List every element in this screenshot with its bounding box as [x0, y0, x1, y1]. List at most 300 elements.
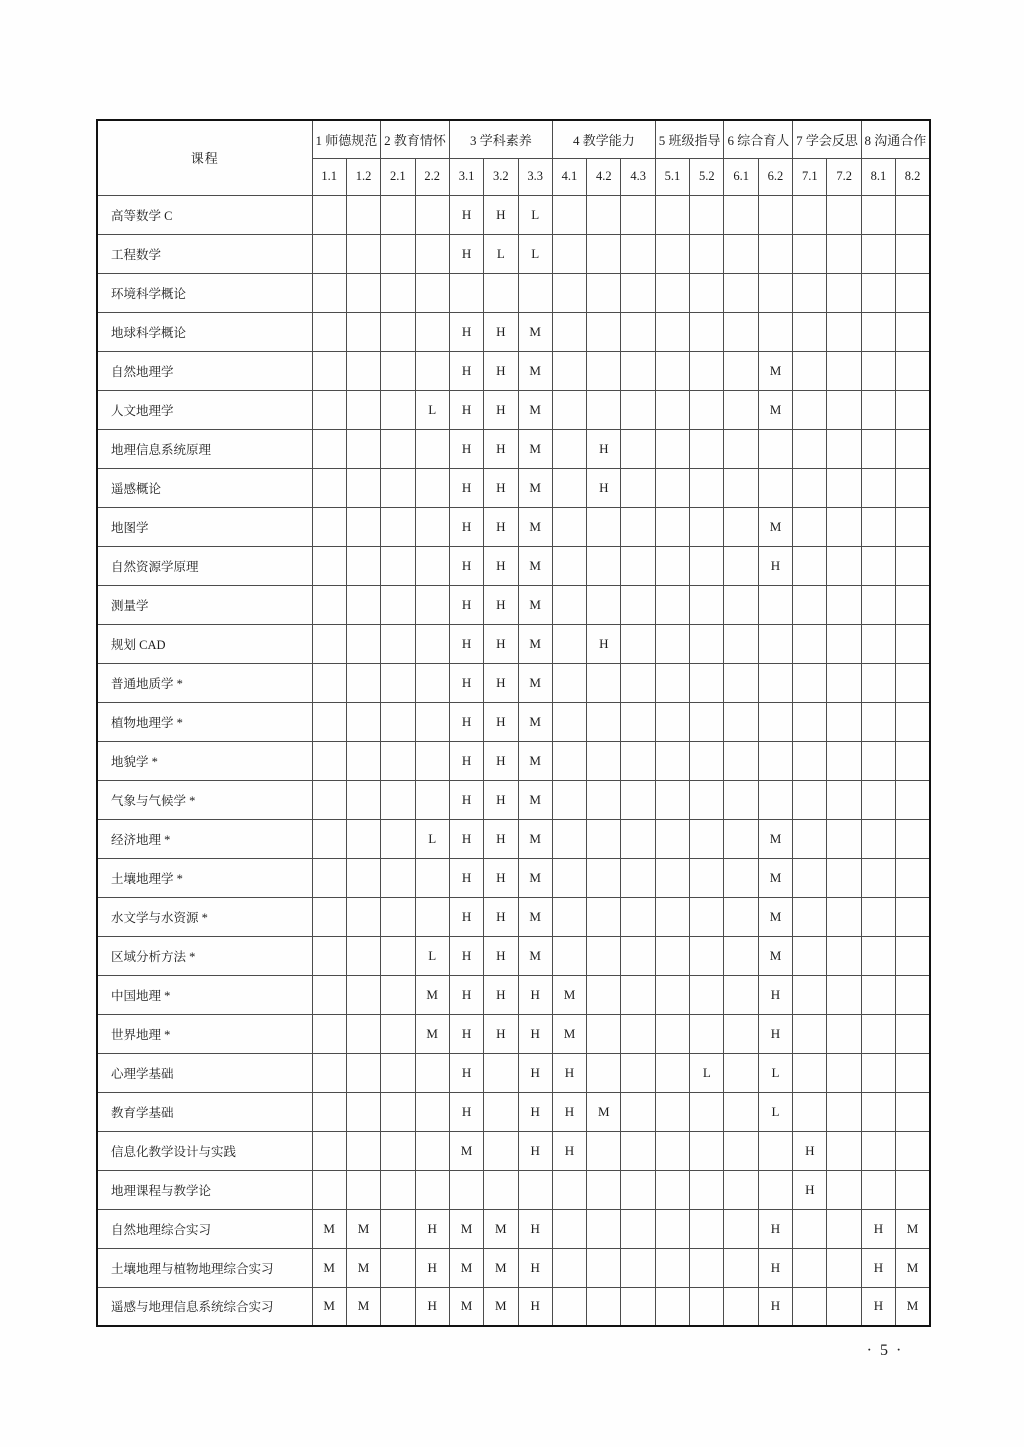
- rating-cell: [346, 1131, 380, 1170]
- rating-cell: H: [758, 975, 792, 1014]
- rating-cell: [690, 273, 724, 312]
- rating-cell: [724, 429, 758, 468]
- rating-cell: H: [449, 429, 483, 468]
- rating-cell: [552, 819, 586, 858]
- rating-cell: [793, 624, 827, 663]
- rating-cell: H: [552, 1131, 586, 1170]
- rating-cell: M: [518, 390, 552, 429]
- rating-cell: [415, 351, 449, 390]
- rating-cell: [724, 702, 758, 741]
- rating-cell: [621, 741, 655, 780]
- table-row: [97, 1209, 930, 1248]
- subcol-header: 4.1: [552, 158, 586, 195]
- rating-cell: [552, 507, 586, 546]
- rating-cell: [587, 273, 621, 312]
- rating-cell: [896, 975, 930, 1014]
- rating-cell: [312, 1053, 346, 1092]
- rating-cell: [312, 546, 346, 585]
- course-name-cell: 人文地理学: [97, 390, 312, 429]
- rating-cell: H: [587, 468, 621, 507]
- rating-cell: [793, 429, 827, 468]
- subcol-header: 1.1: [312, 158, 346, 195]
- rating-cell: [621, 897, 655, 936]
- rating-cell: H: [449, 234, 483, 273]
- rating-cell: [655, 1287, 689, 1326]
- rating-cell: H: [449, 585, 483, 624]
- rating-cell: [827, 429, 861, 468]
- rating-cell: [690, 468, 724, 507]
- rating-cell: [552, 429, 586, 468]
- rating-cell: H: [484, 780, 518, 819]
- rating-cell: [552, 234, 586, 273]
- rating-cell: [587, 663, 621, 702]
- rating-cell: [758, 195, 792, 234]
- group-header-goutong-hezuo: 8 沟通合作: [861, 120, 930, 158]
- rating-cell: [415, 1170, 449, 1209]
- rating-cell: [621, 1248, 655, 1287]
- course-name-cell: 地球科学概论: [97, 312, 312, 351]
- rating-cell: [827, 546, 861, 585]
- rating-cell: [896, 312, 930, 351]
- table-row: [97, 702, 930, 741]
- rating-cell: [381, 429, 415, 468]
- rating-cell: H: [449, 897, 483, 936]
- rating-cell: [381, 741, 415, 780]
- rating-cell: [758, 1131, 792, 1170]
- rating-cell: [381, 975, 415, 1014]
- table-row: [97, 1053, 930, 1092]
- course-name-cell: 气象与气候学 *: [97, 780, 312, 819]
- rating-cell: [827, 819, 861, 858]
- rating-cell: H: [484, 546, 518, 585]
- table-row: [97, 741, 930, 780]
- rating-cell: [587, 1014, 621, 1053]
- table-row: [97, 351, 930, 390]
- rating-cell: M: [518, 702, 552, 741]
- rating-cell: [793, 936, 827, 975]
- rating-cell: [381, 819, 415, 858]
- rating-cell: H: [449, 702, 483, 741]
- rating-cell: [827, 1053, 861, 1092]
- rating-cell: [587, 312, 621, 351]
- rating-cell: [312, 312, 346, 351]
- rating-cell: [655, 312, 689, 351]
- rating-cell: [621, 234, 655, 273]
- rating-cell: [312, 819, 346, 858]
- rating-cell: M: [518, 663, 552, 702]
- rating-cell: [827, 507, 861, 546]
- rating-cell: [381, 234, 415, 273]
- rating-cell: [861, 234, 895, 273]
- rating-cell: [346, 1092, 380, 1131]
- rating-cell: [621, 390, 655, 429]
- rating-cell: M: [449, 1248, 483, 1287]
- rating-cell: [861, 780, 895, 819]
- table-row: [97, 624, 930, 663]
- rating-cell: [621, 429, 655, 468]
- rating-cell: [346, 780, 380, 819]
- rating-cell: [793, 858, 827, 897]
- rating-cell: H: [518, 1092, 552, 1131]
- rating-cell: [827, 1170, 861, 1209]
- rating-cell: M: [415, 1014, 449, 1053]
- table-row: [97, 1287, 930, 1326]
- rating-cell: [346, 819, 380, 858]
- rating-cell: [724, 1248, 758, 1287]
- rating-cell: [793, 1053, 827, 1092]
- rating-cell: [552, 624, 586, 663]
- rating-cell: M: [312, 1287, 346, 1326]
- rating-cell: [861, 546, 895, 585]
- rating-cell: [655, 624, 689, 663]
- rating-cell: [690, 429, 724, 468]
- rating-cell: [724, 1092, 758, 1131]
- rating-cell: [312, 195, 346, 234]
- rating-cell: H: [484, 351, 518, 390]
- rating-cell: [381, 897, 415, 936]
- rating-cell: [690, 624, 724, 663]
- table-row: [97, 234, 930, 273]
- rating-cell: H: [484, 897, 518, 936]
- rating-cell: [587, 858, 621, 897]
- rating-cell: [484, 1131, 518, 1170]
- rating-cell: [827, 663, 861, 702]
- rating-cell: [552, 1287, 586, 1326]
- group-header-xuehui-fansi: 7 学会反思: [793, 120, 862, 158]
- rating-cell: [552, 312, 586, 351]
- rating-cell: [690, 1092, 724, 1131]
- rating-cell: [655, 546, 689, 585]
- rating-cell: H: [484, 858, 518, 897]
- course-name-cell: 信息化教学设计与实践: [97, 1131, 312, 1170]
- rating-cell: [896, 780, 930, 819]
- rating-cell: [312, 273, 346, 312]
- rating-cell: H: [861, 1287, 895, 1326]
- rating-cell: [793, 390, 827, 429]
- rating-cell: L: [518, 195, 552, 234]
- rating-cell: [587, 1248, 621, 1287]
- rating-cell: M: [896, 1248, 930, 1287]
- rating-cell: [312, 897, 346, 936]
- rating-cell: [827, 858, 861, 897]
- rating-cell: [758, 780, 792, 819]
- rating-cell: [861, 624, 895, 663]
- rating-cell: H: [484, 975, 518, 1014]
- table-row: [97, 858, 930, 897]
- rating-cell: [896, 741, 930, 780]
- rating-cell: M: [518, 312, 552, 351]
- rating-cell: M: [896, 1287, 930, 1326]
- rating-cell: [827, 624, 861, 663]
- rating-cell: [724, 273, 758, 312]
- rating-cell: [621, 585, 655, 624]
- rating-cell: [724, 897, 758, 936]
- rating-cell: [861, 1170, 895, 1209]
- rating-cell: M: [758, 819, 792, 858]
- rating-cell: [621, 546, 655, 585]
- rating-cell: [724, 1131, 758, 1170]
- rating-cell: M: [449, 1287, 483, 1326]
- rating-cell: [793, 975, 827, 1014]
- rating-cell: [724, 975, 758, 1014]
- rating-cell: H: [415, 1209, 449, 1248]
- rating-cell: [793, 702, 827, 741]
- rating-cell: [552, 1209, 586, 1248]
- rating-cell: [861, 741, 895, 780]
- rating-cell: H: [518, 1053, 552, 1092]
- rating-cell: [415, 468, 449, 507]
- rating-cell: [312, 1170, 346, 1209]
- course-name-cell: 植物地理学 *: [97, 702, 312, 741]
- rating-cell: [312, 585, 346, 624]
- rating-cell: [655, 1248, 689, 1287]
- rating-cell: H: [793, 1170, 827, 1209]
- rating-cell: [690, 936, 724, 975]
- rating-cell: [381, 195, 415, 234]
- rating-cell: M: [758, 858, 792, 897]
- subcol-header: 8.1: [861, 158, 895, 195]
- rating-cell: [724, 390, 758, 429]
- rating-cell: [587, 975, 621, 1014]
- rating-cell: [861, 585, 895, 624]
- rating-cell: M: [415, 975, 449, 1014]
- rating-cell: H: [484, 390, 518, 429]
- rating-cell: H: [484, 702, 518, 741]
- rating-cell: [690, 1287, 724, 1326]
- rating-cell: [621, 468, 655, 507]
- rating-cell: [896, 390, 930, 429]
- rating-cell: [552, 390, 586, 429]
- rating-cell: [346, 234, 380, 273]
- course-name-cell: 高等数学 C: [97, 195, 312, 234]
- rating-cell: [827, 741, 861, 780]
- rating-cell: M: [518, 546, 552, 585]
- rating-cell: [827, 1209, 861, 1248]
- rating-cell: [724, 741, 758, 780]
- rating-cell: [655, 1092, 689, 1131]
- rating-cell: [655, 351, 689, 390]
- table-row: [97, 975, 930, 1014]
- rating-cell: [861, 819, 895, 858]
- rating-cell: L: [518, 234, 552, 273]
- rating-cell: [346, 663, 380, 702]
- rating-cell: [827, 195, 861, 234]
- rating-cell: H: [484, 429, 518, 468]
- rating-cell: [587, 507, 621, 546]
- rating-cell: [724, 780, 758, 819]
- rating-cell: [415, 1092, 449, 1131]
- rating-cell: [896, 1170, 930, 1209]
- rating-cell: [346, 975, 380, 1014]
- rating-cell: L: [415, 819, 449, 858]
- rating-cell: [621, 351, 655, 390]
- rating-cell: [690, 975, 724, 1014]
- rating-cell: M: [449, 1209, 483, 1248]
- rating-cell: [587, 195, 621, 234]
- rating-cell: H: [758, 1014, 792, 1053]
- rating-cell: M: [518, 351, 552, 390]
- rating-cell: [346, 624, 380, 663]
- rating-cell: [758, 234, 792, 273]
- rating-cell: M: [896, 1209, 930, 1248]
- rating-cell: M: [518, 468, 552, 507]
- course-name-cell: 地理信息系统原理: [97, 429, 312, 468]
- table-row: [97, 1131, 930, 1170]
- course-name-cell: 遥感与地理信息系统综合实习: [97, 1287, 312, 1326]
- rating-cell: [552, 702, 586, 741]
- rating-cell: [587, 780, 621, 819]
- rating-cell: H: [484, 507, 518, 546]
- rating-cell: H: [449, 507, 483, 546]
- rating-cell: H: [518, 1287, 552, 1326]
- course-name-cell: 心理学基础: [97, 1053, 312, 1092]
- subcol-header: 6.1: [724, 158, 758, 195]
- table-row: [97, 819, 930, 858]
- rating-cell: [655, 780, 689, 819]
- rating-cell: [655, 507, 689, 546]
- rating-cell: [690, 585, 724, 624]
- rating-cell: [587, 1209, 621, 1248]
- table-row: [97, 195, 930, 234]
- rating-cell: [621, 819, 655, 858]
- rating-cell: H: [484, 468, 518, 507]
- rating-cell: [896, 702, 930, 741]
- rating-cell: [552, 273, 586, 312]
- rating-cell: [381, 585, 415, 624]
- rating-cell: [346, 507, 380, 546]
- rating-cell: M: [758, 936, 792, 975]
- rating-cell: [381, 273, 415, 312]
- rating-cell: [381, 390, 415, 429]
- rating-cell: [621, 1053, 655, 1092]
- rating-cell: [312, 975, 346, 1014]
- rating-cell: [655, 741, 689, 780]
- rating-cell: [381, 936, 415, 975]
- rating-cell: [690, 1248, 724, 1287]
- rating-cell: [793, 468, 827, 507]
- table-row: [97, 1248, 930, 1287]
- group-header-jiaoxue-nengli: 4 教学能力: [552, 120, 655, 158]
- rating-cell: [346, 390, 380, 429]
- rating-cell: [861, 390, 895, 429]
- rating-cell: [793, 1092, 827, 1131]
- rating-cell: [552, 1170, 586, 1209]
- group-header-shide-guifan: 1 师德规范: [312, 120, 381, 158]
- rating-cell: M: [758, 507, 792, 546]
- rating-cell: [415, 663, 449, 702]
- rating-cell: [724, 936, 758, 975]
- rating-cell: H: [484, 741, 518, 780]
- course-name-cell: 遥感概论: [97, 468, 312, 507]
- table-row: [97, 1014, 930, 1053]
- rating-cell: [381, 1092, 415, 1131]
- rating-cell: [552, 351, 586, 390]
- rating-cell: H: [484, 624, 518, 663]
- rating-cell: [312, 663, 346, 702]
- rating-cell: [827, 1131, 861, 1170]
- rating-cell: [861, 312, 895, 351]
- rating-cell: [415, 897, 449, 936]
- rating-cell: M: [312, 1248, 346, 1287]
- rating-cell: H: [449, 819, 483, 858]
- rating-cell: L: [415, 390, 449, 429]
- rating-cell: [415, 546, 449, 585]
- rating-cell: M: [346, 1209, 380, 1248]
- rating-cell: [861, 897, 895, 936]
- rating-cell: H: [861, 1209, 895, 1248]
- rating-cell: [415, 273, 449, 312]
- rating-cell: [587, 897, 621, 936]
- header-group-row: [97, 120, 930, 158]
- rating-cell: [655, 897, 689, 936]
- rating-cell: [312, 468, 346, 507]
- subcol-header: 8.2: [896, 158, 930, 195]
- rating-cell: [415, 624, 449, 663]
- rating-cell: [896, 1053, 930, 1092]
- rating-cell: [415, 195, 449, 234]
- rating-cell: [861, 468, 895, 507]
- rating-cell: [312, 234, 346, 273]
- rating-cell: M: [518, 858, 552, 897]
- rating-cell: [346, 897, 380, 936]
- rating-cell: M: [518, 897, 552, 936]
- rating-cell: [655, 858, 689, 897]
- rating-cell: H: [415, 1287, 449, 1326]
- rating-cell: [861, 273, 895, 312]
- rating-cell: [587, 819, 621, 858]
- rating-cell: [827, 1248, 861, 1287]
- rating-cell: [758, 702, 792, 741]
- subcol-header: 3.2: [484, 158, 518, 195]
- rating-cell: [381, 780, 415, 819]
- rating-cell: [827, 1287, 861, 1326]
- rating-cell: H: [449, 1014, 483, 1053]
- rating-cell: [793, 312, 827, 351]
- course-name-cell: 经济地理 *: [97, 819, 312, 858]
- rating-cell: H: [449, 624, 483, 663]
- rating-cell: [621, 195, 655, 234]
- rating-cell: [655, 234, 689, 273]
- rating-cell: [827, 780, 861, 819]
- rating-cell: [381, 1248, 415, 1287]
- rating-cell: [587, 546, 621, 585]
- rating-cell: [690, 1170, 724, 1209]
- rating-cell: [346, 741, 380, 780]
- rating-cell: [793, 780, 827, 819]
- rating-cell: M: [587, 1092, 621, 1131]
- rating-cell: [827, 351, 861, 390]
- rating-cell: [896, 858, 930, 897]
- rating-cell: [415, 507, 449, 546]
- rating-cell: [896, 1092, 930, 1131]
- rating-cell: [346, 858, 380, 897]
- rating-cell: [552, 546, 586, 585]
- course-name-cell: 世界地理 *: [97, 1014, 312, 1053]
- rating-cell: [552, 936, 586, 975]
- rating-cell: M: [518, 780, 552, 819]
- subcol-header: 4.2: [587, 158, 621, 195]
- rating-cell: [655, 390, 689, 429]
- rating-cell: M: [346, 1248, 380, 1287]
- rating-cell: H: [449, 1053, 483, 1092]
- rating-cell: M: [449, 1131, 483, 1170]
- rating-cell: [381, 312, 415, 351]
- group-header-jiaoyu-qinghuai: 2 教育情怀: [381, 120, 450, 158]
- rating-cell: [793, 273, 827, 312]
- rating-cell: [861, 936, 895, 975]
- rating-cell: [449, 1170, 483, 1209]
- course-name-cell: 工程数学: [97, 234, 312, 273]
